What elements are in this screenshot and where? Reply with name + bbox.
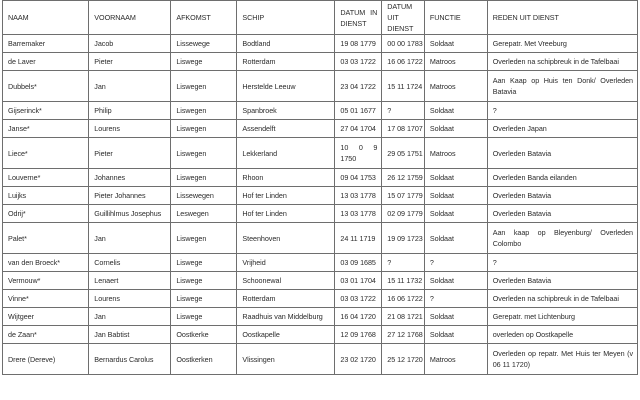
cell-functie: Soldaat — [424, 326, 487, 344]
cell-datum-in-dienst: 03 03 1722 — [335, 290, 382, 308]
cell-voornaam: Guillihlmus Josephus — [89, 205, 171, 223]
cell-functie: Matroos — [424, 138, 487, 169]
cell-voornaam: Lenaert — [89, 272, 171, 290]
cell-afkomst: Liswegen — [171, 223, 237, 254]
cell-functie: Soldaat — [424, 205, 487, 223]
cell-afkomst: Lissewege — [171, 35, 237, 53]
cell-datum-uit-dienst: 26 12 1759 — [382, 169, 425, 187]
cell-reden-uit-dienst: Gerepatr. met Lichtenburg — [487, 308, 637, 326]
cell-voornaam: Jan Babtist — [89, 326, 171, 344]
cell-datum-uit-dienst: 15 11 1732 — [382, 272, 425, 290]
cell-voornaam: Lourens — [89, 120, 171, 138]
cell-reden-uit-dienst: Aan Kaap op Huis ten Donk/ Overleden Batavia — [487, 71, 637, 102]
cell-datum-uit-dienst: 16 06 1722 — [382, 290, 425, 308]
cell-schip: Assendelft — [237, 120, 335, 138]
cell-naam: de Laver — [3, 53, 89, 71]
table-row — [3, 187, 638, 205]
cell-reden-uit-dienst: Overleden Japan — [487, 120, 637, 138]
cell-reden-uit-dienst: Gerepatr. Met Vreeburg — [487, 35, 637, 53]
cell-functie: Soldaat — [424, 102, 487, 120]
cell-afkomst: Liswege — [171, 308, 237, 326]
cell-datum-uit-dienst: 15 11 1724 — [382, 71, 425, 102]
cell-voornaam: Jan — [89, 223, 171, 254]
cell-datum-uit-dienst: 19 09 1723 — [382, 223, 425, 254]
cell-afkomst: Liswege — [171, 254, 237, 272]
cell-datum-in-dienst: 23 04 1722 — [335, 71, 382, 102]
cell-naam: Vermouw* — [3, 272, 89, 290]
cell-schip: Oostkapelle — [237, 326, 335, 344]
table-row — [3, 272, 638, 290]
table-row — [3, 205, 638, 223]
cell-schip: Herstelde Leeuw — [237, 71, 335, 102]
cell-voornaam: Jacob — [89, 35, 171, 53]
cell-datum-in-dienst: 16 04 1720 — [335, 308, 382, 326]
cell-reden-uit-dienst: Overleden Batavia — [487, 205, 637, 223]
cell-afkomst: Lissewegen — [171, 187, 237, 205]
cell-schip: Hof ter Linden — [237, 187, 335, 205]
cell-afkomst: Liswegen — [171, 71, 237, 102]
table-row — [3, 120, 638, 138]
cell-voornaam: Bernardus Carolus — [89, 344, 171, 375]
cell-datum-in-dienst: 10 0 9 1750 — [335, 138, 382, 169]
cell-naam: van den Broeck* — [3, 254, 89, 272]
cell-datum-uit-dienst: 29 05 1751 — [382, 138, 425, 169]
header-voornaam: VOORNAAM — [89, 1, 171, 35]
cell-reden-uit-dienst: Overleden op repatr. Met Huis ter Meyen (v 06 11 1720) — [487, 344, 637, 375]
cell-reden-uit-dienst: Overleden Batavia — [487, 272, 637, 290]
table-row — [3, 308, 638, 326]
cell-afkomst: Liswegen — [171, 169, 237, 187]
cell-voornaam: Pieter Johannes — [89, 187, 171, 205]
table-row — [3, 71, 638, 102]
header-afkomst: AFKOMST — [171, 1, 237, 35]
cell-voornaam: Jan — [89, 71, 171, 102]
cell-datum-uit-dienst: 15 07 1779 — [382, 187, 425, 205]
cell-schip: Hof ter Linden — [237, 205, 335, 223]
cell-datum-uit-dienst: 00 00 1783 — [382, 35, 425, 53]
cell-afkomst: Leswegen — [171, 205, 237, 223]
cell-schip: Bodtland — [237, 35, 335, 53]
cell-reden-uit-dienst: Overleden Banda eilanden — [487, 169, 637, 187]
cell-schip: Rotterdam — [237, 290, 335, 308]
cell-datum-uit-dienst: ? — [382, 102, 425, 120]
cell-naam: Vinne* — [3, 290, 89, 308]
cell-voornaam: Lourens — [89, 290, 171, 308]
cell-datum-in-dienst: 03 01 1704 — [335, 272, 382, 290]
cell-reden-uit-dienst: Aan kaap op Bleyenburg/ Overleden Colombo — [487, 223, 637, 254]
cell-functie: Matroos — [424, 344, 487, 375]
cell-functie: Soldaat — [424, 120, 487, 138]
table-row — [3, 326, 638, 344]
cell-voornaam: Johannes — [89, 169, 171, 187]
cell-datum-in-dienst: 23 02 1720 — [335, 344, 382, 375]
table-row — [3, 169, 638, 187]
cell-datum-in-dienst: 05 01 1677 — [335, 102, 382, 120]
header-functie: FUNCTIE — [424, 1, 487, 35]
cell-functie: Soldaat — [424, 308, 487, 326]
cell-voornaam: Pieter — [89, 53, 171, 71]
cell-datum-in-dienst: 13 03 1778 — [335, 205, 382, 223]
cell-schip: Lekkerland — [237, 138, 335, 169]
cell-reden-uit-dienst: ? — [487, 102, 637, 120]
cell-naam: Liece* — [3, 138, 89, 169]
cell-functie: Soldaat — [424, 35, 487, 53]
cell-datum-in-dienst: 13 03 1778 — [335, 187, 382, 205]
cell-schip: Rotterdam — [237, 53, 335, 71]
cell-schip: Vrijheid — [237, 254, 335, 272]
cell-datum-in-dienst: 24 11 1719 — [335, 223, 382, 254]
cell-afkomst: Liswege — [171, 53, 237, 71]
cell-afkomst: Liswegen — [171, 120, 237, 138]
cell-functie: Soldaat — [424, 272, 487, 290]
cell-reden-uit-dienst: ? — [487, 254, 637, 272]
cell-naam: Wijtgeer — [3, 308, 89, 326]
cell-voornaam: Cornelis — [89, 254, 171, 272]
cell-naam: Dubbels* — [3, 71, 89, 102]
cell-datum-uit-dienst: 17 08 1707 — [382, 120, 425, 138]
cell-datum-uit-dienst: 27 12 1768 — [382, 326, 425, 344]
cell-voornaam: Pieter — [89, 138, 171, 169]
cell-datum-in-dienst: 03 03 1722 — [335, 53, 382, 71]
cell-voornaam: Jan — [89, 308, 171, 326]
cell-datum-uit-dienst: ? — [382, 254, 425, 272]
cell-reden-uit-dienst: Overleden na schipbreuk in de Tafelbaai — [487, 53, 637, 71]
cell-naam: Drere (Dereve) — [3, 344, 89, 375]
cell-datum-in-dienst: 19 08 1779 — [335, 35, 382, 53]
cell-functie: Soldaat — [424, 169, 487, 187]
cell-schip: Raadhuis van Middelburg — [237, 308, 335, 326]
cell-functie: ? — [424, 254, 487, 272]
cell-functie: Soldaat — [424, 187, 487, 205]
header-datum-in-dienst: DATUM IN DIENST — [335, 1, 382, 35]
vessel-crew-table — [2, 0, 638, 375]
table-row — [3, 35, 638, 53]
cell-schip: Spanbroek — [237, 102, 335, 120]
table-row — [3, 344, 638, 375]
cell-reden-uit-dienst: Overleden na schipbreuk in de Tafelbaai — [487, 290, 637, 308]
cell-reden-uit-dienst: Overleden Batavia — [487, 138, 637, 169]
cell-afkomst: Oostkerke — [171, 326, 237, 344]
cell-afkomst: Liswege — [171, 290, 237, 308]
cell-reden-uit-dienst: overleden op Oostkapelle — [487, 326, 637, 344]
cell-afkomst: Liswege — [171, 272, 237, 290]
cell-naam: de Zaan* — [3, 326, 89, 344]
cell-functie: Soldaat — [424, 223, 487, 254]
cell-datum-in-dienst: 12 09 1768 — [335, 326, 382, 344]
table-row — [3, 254, 638, 272]
table-header-row — [3, 1, 638, 35]
cell-schip: Rhoon — [237, 169, 335, 187]
cell-schip: Vlissingen — [237, 344, 335, 375]
cell-naam: Odrij* — [3, 205, 89, 223]
header-reden-uit-dienst: REDEN UIT DIENST — [487, 1, 637, 35]
cell-naam: Palet* — [3, 223, 89, 254]
header-schip: SCHIP — [237, 1, 335, 35]
cell-datum-uit-dienst: 25 12 1720 — [382, 344, 425, 375]
cell-datum-in-dienst: 09 04 1753 — [335, 169, 382, 187]
table-row — [3, 223, 638, 254]
cell-functie: Matroos — [424, 53, 487, 71]
cell-naam: Gijserinck* — [3, 102, 89, 120]
cell-datum-uit-dienst: 16 06 1722 — [382, 53, 425, 71]
cell-schip: Schoonewal — [237, 272, 335, 290]
cell-functie: ? — [424, 290, 487, 308]
cell-datum-in-dienst: 03 09 1685 — [335, 254, 382, 272]
cell-voornaam: Philip — [89, 102, 171, 120]
cell-afkomst: Oostkerken — [171, 344, 237, 375]
table-row — [3, 53, 638, 71]
cell-naam: Louverne* — [3, 169, 89, 187]
cell-functie: Matroos — [424, 71, 487, 102]
cell-naam: Barremaker — [3, 35, 89, 53]
cell-datum-uit-dienst: 21 08 1721 — [382, 308, 425, 326]
cell-datum-in-dienst: 27 04 1704 — [335, 120, 382, 138]
header-datum-uit-dienst: DATUM UIT DIENST — [382, 1, 425, 35]
cell-naam: Janse* — [3, 120, 89, 138]
cell-reden-uit-dienst: Overleden Batavia — [487, 187, 637, 205]
header-naam: NAAM — [3, 1, 89, 35]
cell-afkomst: Liswegen — [171, 138, 237, 169]
cell-datum-uit-dienst: 02 09 1779 — [382, 205, 425, 223]
table-row — [3, 290, 638, 308]
table-row — [3, 102, 638, 120]
cell-naam: Luijks — [3, 187, 89, 205]
cell-afkomst: Liswegen — [171, 102, 237, 120]
cell-schip: Steenhoven — [237, 223, 335, 254]
table-row — [3, 138, 638, 169]
